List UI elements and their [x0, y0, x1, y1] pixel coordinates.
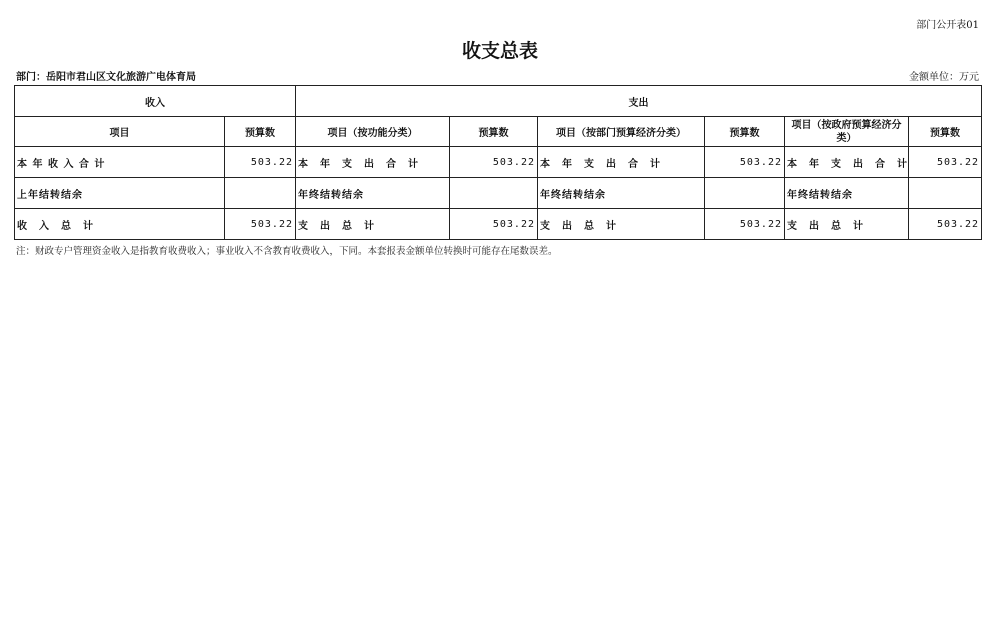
column-header: 项目 [15, 117, 225, 147]
table-cell: 上年结转结余 [15, 178, 225, 209]
table-cell: 本 年 收 入 合 计 [15, 147, 225, 178]
column-header: 项目（按部门预算经济分类） [538, 117, 705, 147]
table-cell: 503.22 [225, 147, 296, 178]
table-cell: 收 入 总 计 [15, 209, 225, 240]
table-cell: 503.22 [909, 147, 982, 178]
amount-unit-label: 金额单位：万元 [909, 72, 979, 83]
table-cell: 503.22 [450, 209, 538, 240]
table-cell: 支 出 总 计 [785, 209, 909, 240]
table-cell [450, 178, 538, 209]
column-header-row [15, 117, 982, 147]
report-title: 收支总表 [461, 40, 538, 62]
income-group-header: 收入 [15, 86, 296, 117]
table-row [15, 209, 982, 240]
table-cell: 本 年 支 出 合 计 [785, 147, 909, 178]
table-cell [225, 178, 296, 209]
table-cell [705, 178, 785, 209]
column-header: 预算数 [225, 117, 296, 147]
column-header: 预算数 [909, 117, 982, 147]
footnote: 注：财政专户管理资金收入是指教育收费收入；事业收入不含教育收费收入，下同。本套报表金额单位转换时可能存在尾数误差。 [16, 246, 558, 257]
department-label: 部门：岳阳市君山区文化旅游广电体育局 [16, 72, 196, 83]
report-code: 部门公开表01 [916, 20, 979, 31]
table-cell: 支 出 总 计 [538, 209, 705, 240]
income-expense-table [14, 85, 982, 240]
expense-group-header: 支出 [296, 86, 982, 117]
table-cell [909, 178, 982, 209]
column-header: 预算数 [705, 117, 785, 147]
column-header: 项目（按政府预算经济分类） [785, 117, 909, 147]
table-cell: 503.22 [450, 147, 538, 178]
table-row [15, 147, 982, 178]
table-cell: 503.22 [225, 209, 296, 240]
table-cell: 支 出 总 计 [296, 209, 450, 240]
table-cell: 本 年 支 出 合 计 [538, 147, 705, 178]
group-header-row [15, 86, 982, 117]
table-cell: 503.22 [705, 147, 785, 178]
table-cell: 年终结转结余 [296, 178, 450, 209]
table-cell: 年终结转结余 [538, 178, 705, 209]
column-header: 项目（按功能分类） [296, 117, 450, 147]
table-cell: 年终结转结余 [785, 178, 909, 209]
table-cell: 503.22 [909, 209, 982, 240]
table-cell: 本 年 支 出 合 计 [296, 147, 450, 178]
column-header: 预算数 [450, 117, 538, 147]
table-cell: 503.22 [705, 209, 785, 240]
table-row [15, 178, 982, 209]
